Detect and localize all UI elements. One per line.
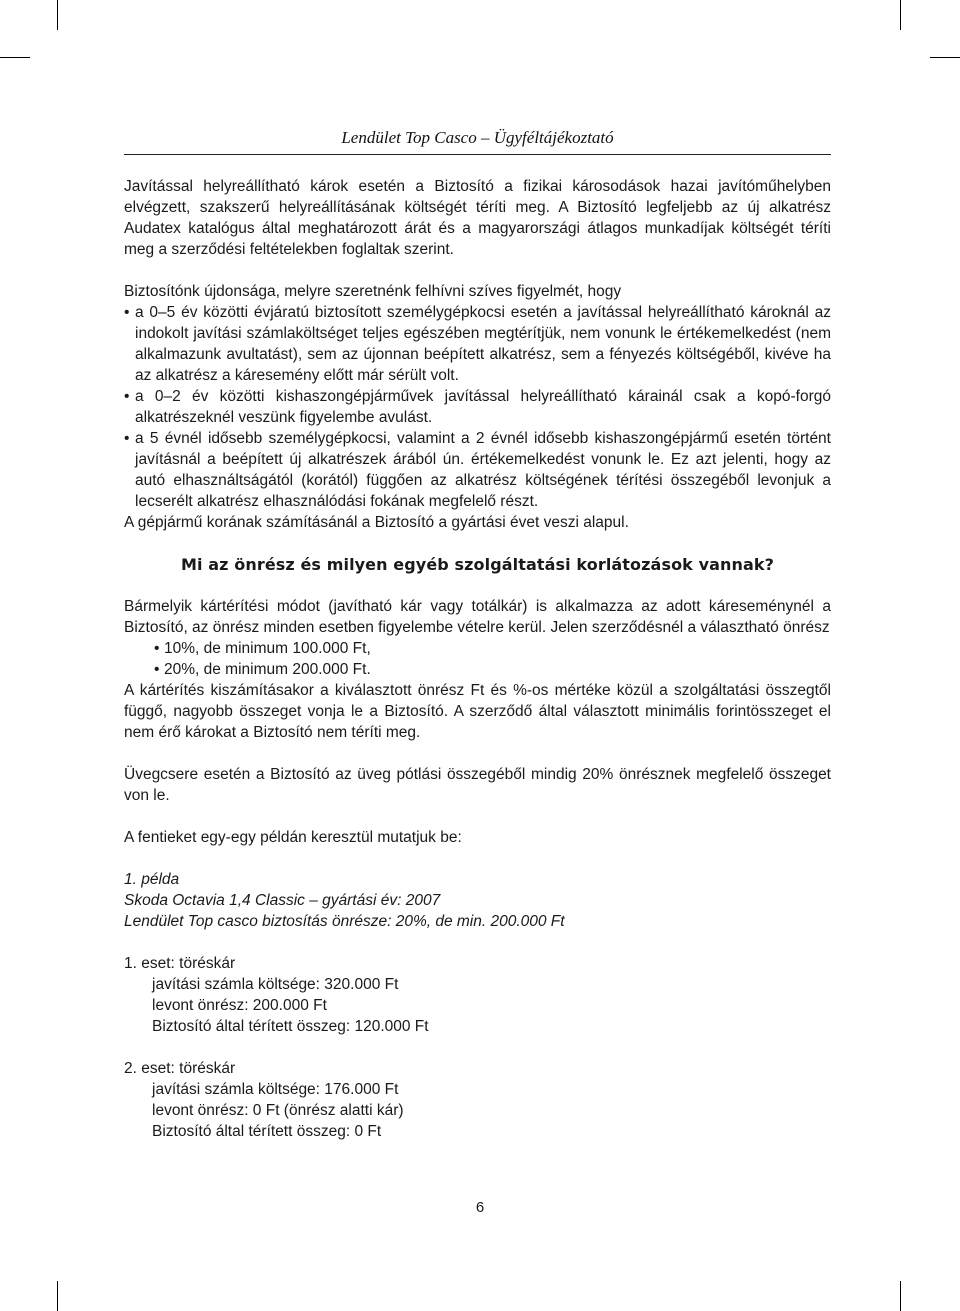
header-rule: [124, 154, 831, 155]
example-block: [124, 869, 831, 932]
case-line: Biztosító által térített összeg: 0 Ft: [152, 1123, 382, 1140]
crop-mark: [57, 0, 58, 30]
crop-mark: [900, 0, 901, 30]
novelty-list: [124, 302, 831, 512]
novelty-closing: A gépjármű korának számításánál a Biztosító a gyártási évet veszi alapul.: [124, 514, 629, 531]
case-2: [124, 1058, 831, 1142]
paragraph-glass: Üvegcsere esetén a Biztosító az üveg pótlási összegéből mindig 20% önrésznek megfelelő összeget von le.: [124, 766, 831, 804]
crop-mark: [0, 57, 30, 58]
paragraph-repair: Javítással helyreállítható károk esetén a Biztosító a fizikai károsodások hazai javítóműhelyben elvégzett, szakszerű helyreállításának költségét téríti meg. A Biztosító legfeljebb az új alkatrész Audatex katalógus által meghatározott árát és a magyarországi átlagos munkadíjak költségét téríti meg a szerződési feltételekben foglaltak szerint.: [124, 178, 831, 258]
crop-mark: [900, 1281, 901, 1311]
list-item: • a 0–2 év közötti kishaszongépjárművek javítással helyreállítható kárainál csak a kopó-forgó alkatrészeknél veszünk figyelembe avulást.: [124, 386, 831, 428]
case-1: [124, 953, 831, 1037]
document-body: [124, 176, 831, 1142]
case-title: 1. eset: töréskár: [124, 955, 236, 972]
deductible-intro: Bármelyik kártérítési módot (javítható kár vagy totálkár) is alkalmazza az adott káreseménynél a Biztosító, az önrész minden esetben figyelembe vételre kerül. Jelen szerződésnél a választható önrész: [124, 598, 831, 636]
case-line: javítási számla költsége: 320.000 Ft: [152, 976, 399, 993]
deductible-closing: A kártérítés kiszámításakor a kiválasztott önrész Ft és %-os mértéke közül a szolgáltatási összegtől függő, nagyobb összeget vonja le a Biztosító. A szerződő által választott minimális forintösszeget el nem érő károkat a Biztosító nem téríti meg.: [124, 682, 831, 741]
section-heading: Mi az önrész és milyen egyéb szolgáltatási korlátozások vannak?: [180, 555, 775, 574]
case-line: levont önrész: 200.000 Ft: [152, 997, 327, 1014]
page-header: Lendület Top Casco – Ügyféltájékoztató: [341, 128, 614, 147]
paragraph-examples-intro: A fentieket egy-egy példán keresztül mutatjuk be:: [124, 829, 462, 846]
list-item: • 10%, de minimum 100.000 Ft,: [124, 638, 831, 659]
example-deductible: Lendület Top casco biztosítás önrésze: 20%, de min. 200.000 Ft: [124, 913, 565, 930]
page-number: 6: [475, 1199, 485, 1216]
crop-mark: [57, 1281, 58, 1311]
example-car: Skoda Octavia 1,4 Classic – gyártási év: 2007: [124, 892, 441, 909]
list-item: • a 5 évnél idősebb személygépkocsi, valamint a 2 évnél idősebb kishaszongépjármű esetén történt javításnál a beépített új alkatrészek árából ún. értékemelkedést vonunk le. Ez azt jelenti, hogy az autó elhasználtságától (korától) függően az alkatrész költségének térítési összegéből levonjuk a lecserélt alkatrész elhasználódási fokának megfelelő részt.: [124, 428, 831, 512]
case-line: Biztosító által térített összeg: 120.000 Ft: [152, 1018, 429, 1035]
deductible-options: [124, 638, 831, 680]
list-item: • 20%, de minimum 200.000 Ft.: [124, 659, 831, 680]
novelty-intro: Biztosítónk újdonsága, melyre szeretnénk felhívni szíves figyelmét, hogy: [124, 283, 622, 300]
case-line: levont önrész: 0 Ft (önrész alatti kár): [152, 1102, 404, 1119]
case-line: javítási számla költsége: 176.000 Ft: [152, 1081, 399, 1098]
case-title: 2. eset: töréskár: [124, 1060, 236, 1077]
crop-mark: [930, 57, 960, 58]
list-item: • a 0–5 év közötti évjáratú biztosított személygépkocsi esetén a javítással helyreállítható károknál az indokolt javítási számlaköltséget teljes egészében megtérítjük, nem vonunk le értékemelkedést (nem alkalmazunk avultatást), sem az újonnan beépített alkatrész, sem a fényezés költségéből, kivéve ha az alkatrész a káresemény előtt már sérült volt.: [124, 302, 831, 386]
section-novelty: [124, 281, 831, 533]
section-deductible: [124, 596, 831, 743]
example-title: 1. példa: [124, 871, 180, 888]
